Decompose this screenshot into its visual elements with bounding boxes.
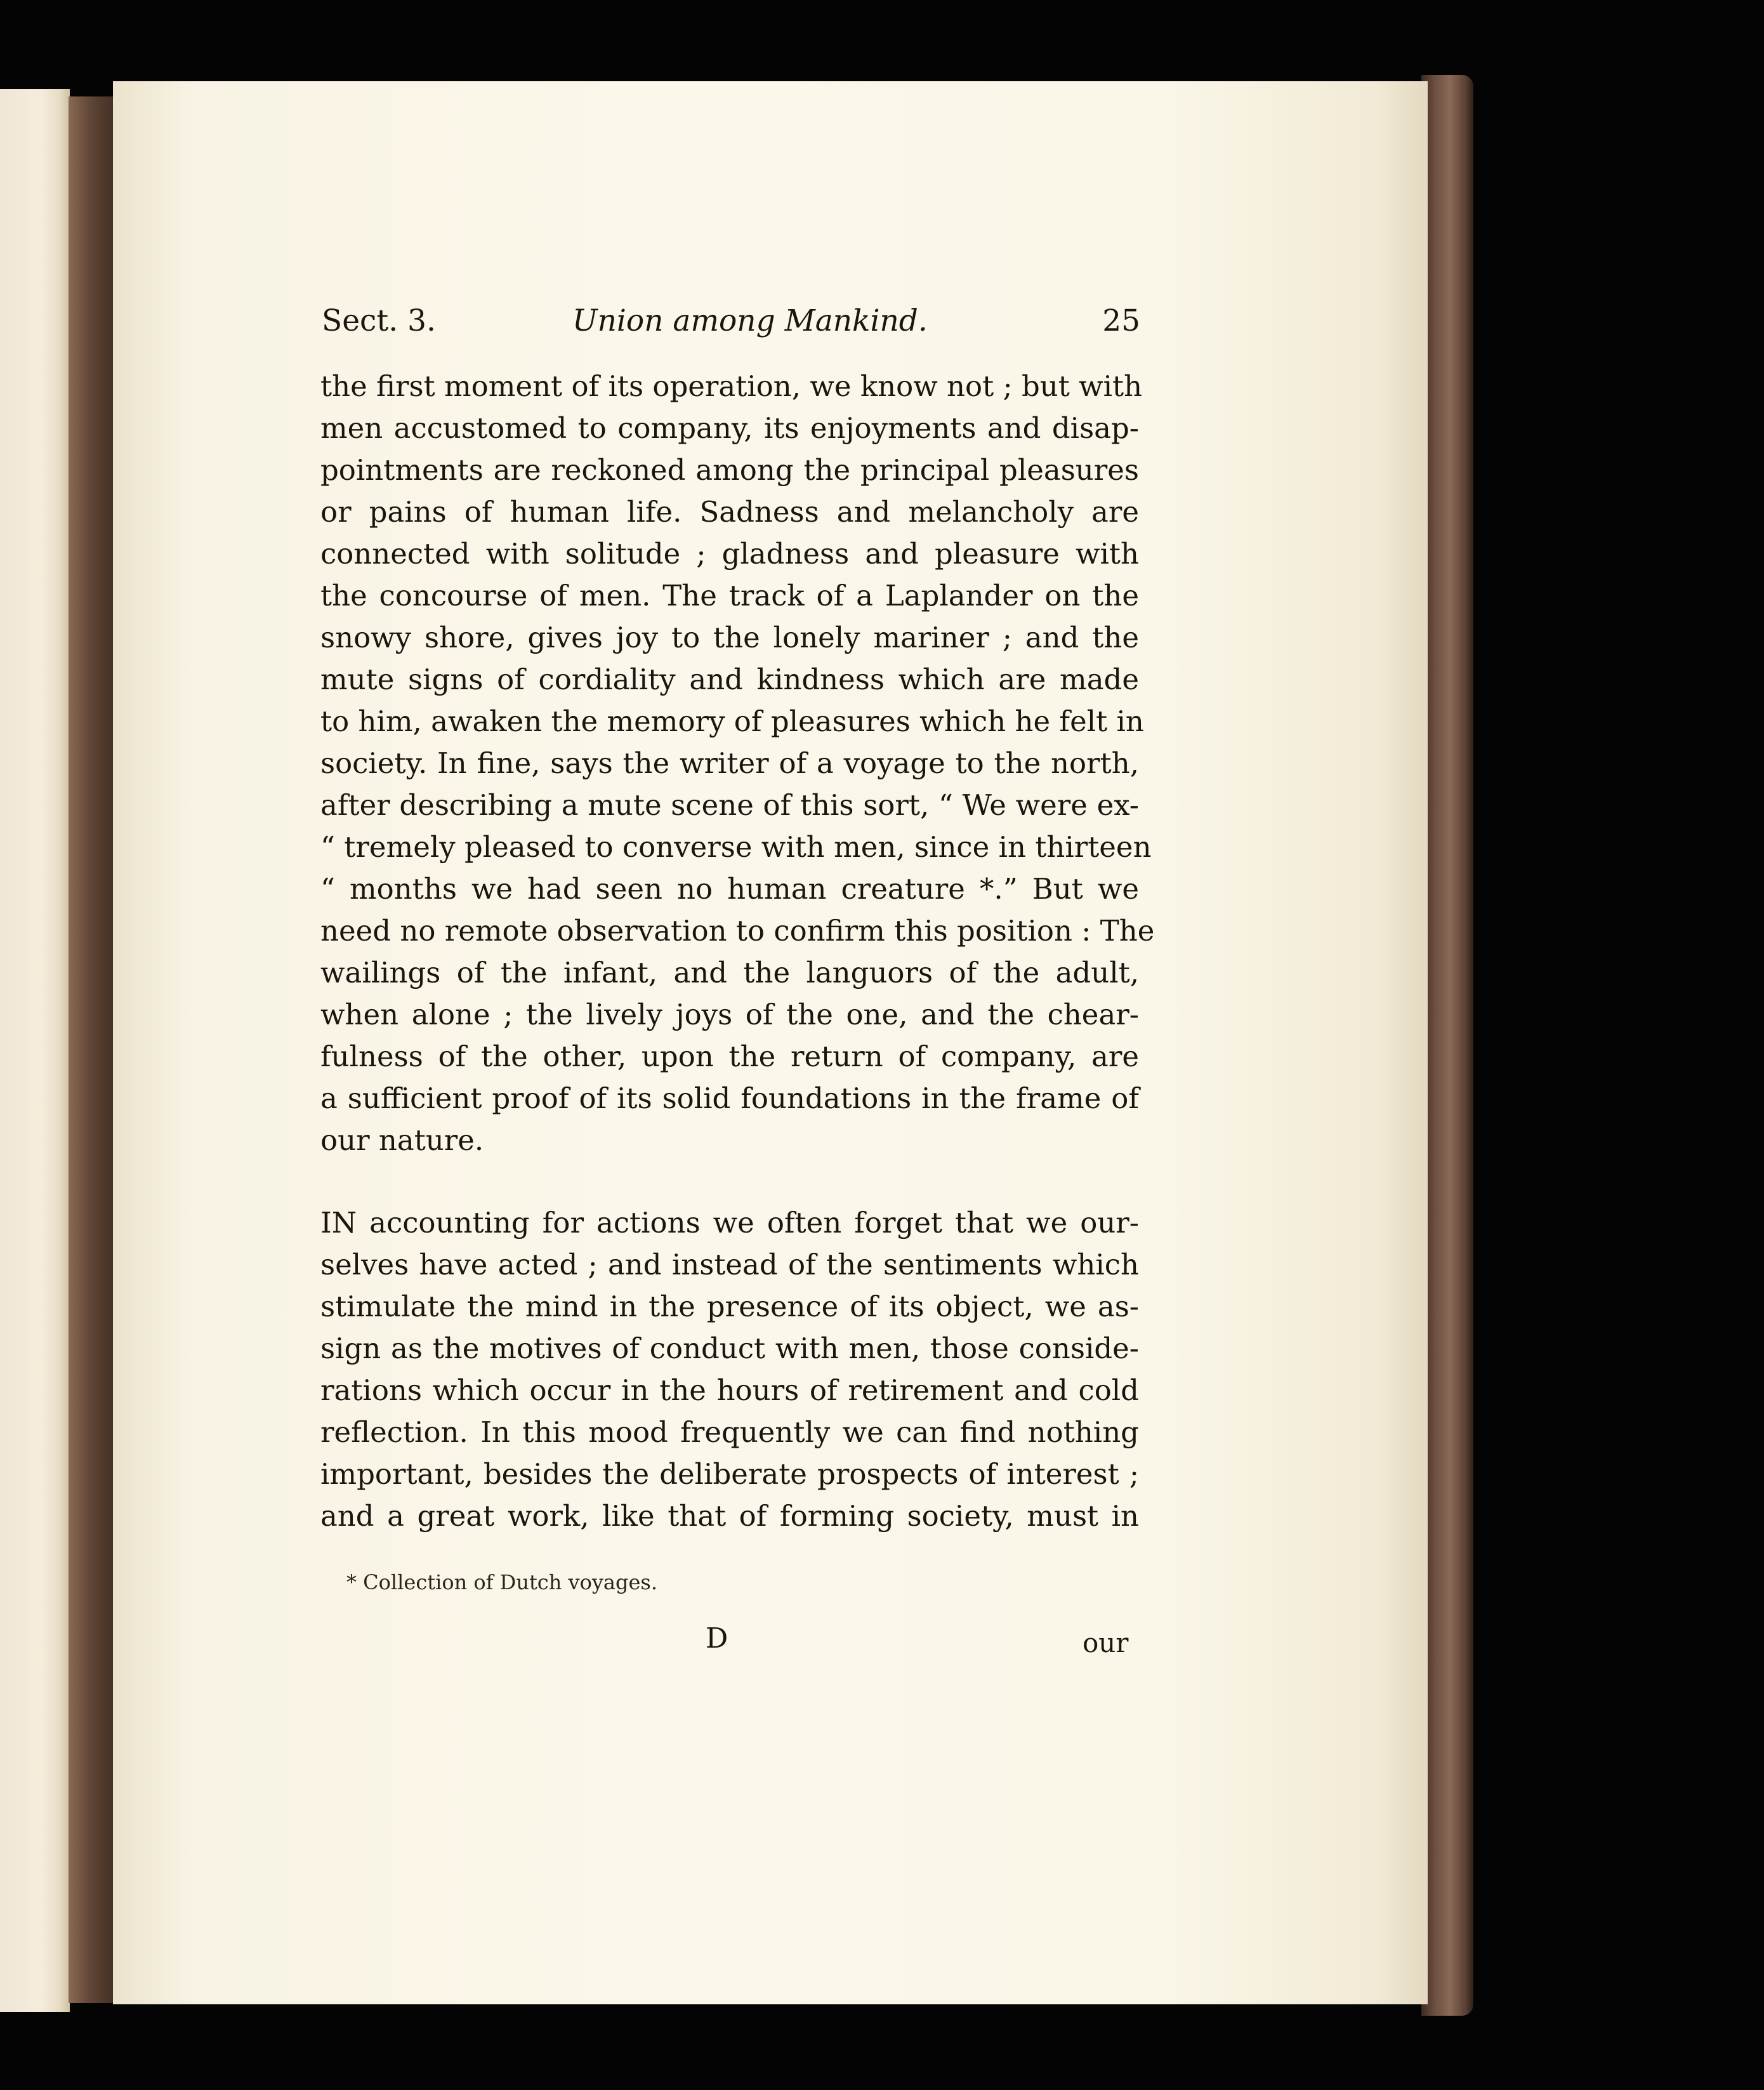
text-line: when alone ; the lively joys of the one, and the chear- [320,998,1139,1031]
text-line: society. In fine, says the writer of a voyage to the north, [320,746,1139,780]
book-cover-edge [1421,75,1473,2016]
section-label: Sect. 3. [322,303,436,338]
footnote: * Collection of Dutch voyages. [346,1570,658,1594]
text-line: mute signs of cordiality and kindness which are made [320,663,1139,696]
text-line: after describing a mute scene of this sort, “ We were ex- [320,788,1139,822]
text-line: “ months we had seen no human creature *.” But we [320,872,1139,906]
catchword: our [1083,1627,1129,1658]
text-line: the first moment of its operation, we know not ; but with [320,369,1143,403]
text-line: the concourse of men. The track of a Laplander on the [320,579,1139,612]
text-line: fulness of the other, upon the return of company, are [320,1040,1139,1073]
paragraph-break [320,1161,1139,1202]
text-line: our nature. [320,1123,484,1157]
signature-mark: D [706,1622,728,1655]
text-line: connected with solitude ; gladness and pleasure with [320,537,1139,571]
page-text [320,366,1155,1537]
text-line: or pains of human life. Sadness and melancholy are [320,495,1139,529]
text-line: snowy shore, gives joy to the lonely mariner ; and the [320,621,1139,654]
text-line: a sufficient proof of its solid foundations in the frame of [320,1081,1139,1115]
page-number: 25 [1102,303,1140,338]
text-line: stimulate the mind in the presence of its object, we as- [320,1290,1139,1323]
text-line: rations which occur in the hours of retirement and cold [320,1373,1139,1407]
facing-page-edge [0,89,70,2012]
text-line: wailings of the infant, and the languors of the adult, [320,956,1139,989]
text-line: pointments are reckoned among the principal pleasures [320,453,1139,487]
text-line: to him, awaken the memory of pleasures which he felt in [320,704,1144,738]
text-line: reflection. In this mood frequently we can find nothing [320,1415,1139,1449]
running-head [322,303,1140,354]
text-line: selves have acted ; and instead of the sentiments which [320,1248,1139,1281]
text-line: “ tremely pleased to converse with men, since in thirteen [320,830,1152,864]
text-line: need no remote observation to confirm this position : The [320,914,1155,948]
running-title: Union among Mankind. [572,303,928,338]
text-line: important, besides the deliberate prospects of interest ; [320,1457,1139,1491]
text-line: men accustomed to company, its enjoyments and disap- [320,411,1139,445]
text-line: sign as the motives of conduct with men, those conside- [320,1332,1139,1365]
book-gutter [69,96,118,2003]
text-line: IN accounting for actions we often forget that we our- [320,1206,1139,1240]
text-line: and a great work, like that of forming society, must in [320,1499,1139,1533]
